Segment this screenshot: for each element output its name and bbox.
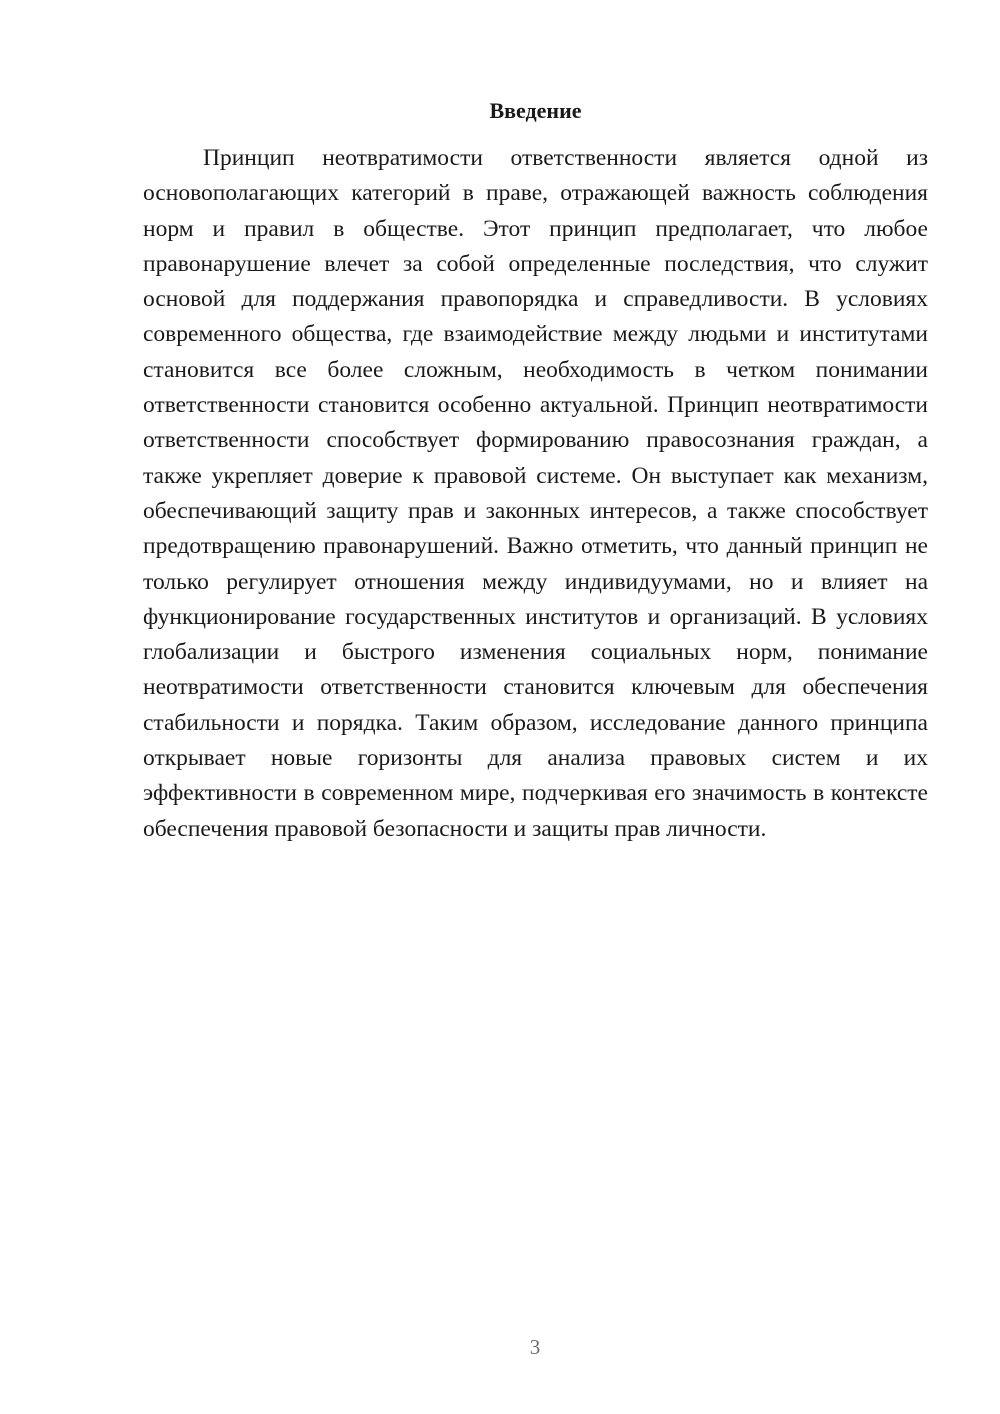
body-paragraph: Принцип неотвратимости ответственности является одной из основополагающих категорий в праве, отражающей важность соблюдения норм и правил в обществе. Этот принцип предполагает, что любое правонарушение влечет за собой определенные последствия, что служит основой для поддержания правопорядка и справедливости. В условиях современного общества, где взаимодействие между людьми и институтами становится все более сложным, необходимость в четком понимании ответственности становится особенно актуальной. Принцип неотвратимости ответственности способствует формированию правосознания граждан, а также укрепляет доверие к правовой системе. Он выступает как механизм, обеспечивающий защиту прав и законных интересов, а также способствует предотвращению правонарушений. Важно отметить, что данный принцип не только регулирует отношения между индивидуумами, но и влияет на функционирование государственных институтов и организаций. В условиях глобализации и быстрого изменения социальных норм, понимание неотвратимости ответственности становится ключевым для обеспечения стабильности и порядка. Таким образом, исследование данного принципа открывает новые горизонты для анализа правовых систем и их эффективности в современном мире, подчеркивая его значимость в контексте обеспечения правовой безопасности и защиты прав личности. bbox=[143, 145, 928, 842]
section-heading: Введение bbox=[489, 98, 582, 123]
page-number: 3 bbox=[529, 1335, 541, 1359]
